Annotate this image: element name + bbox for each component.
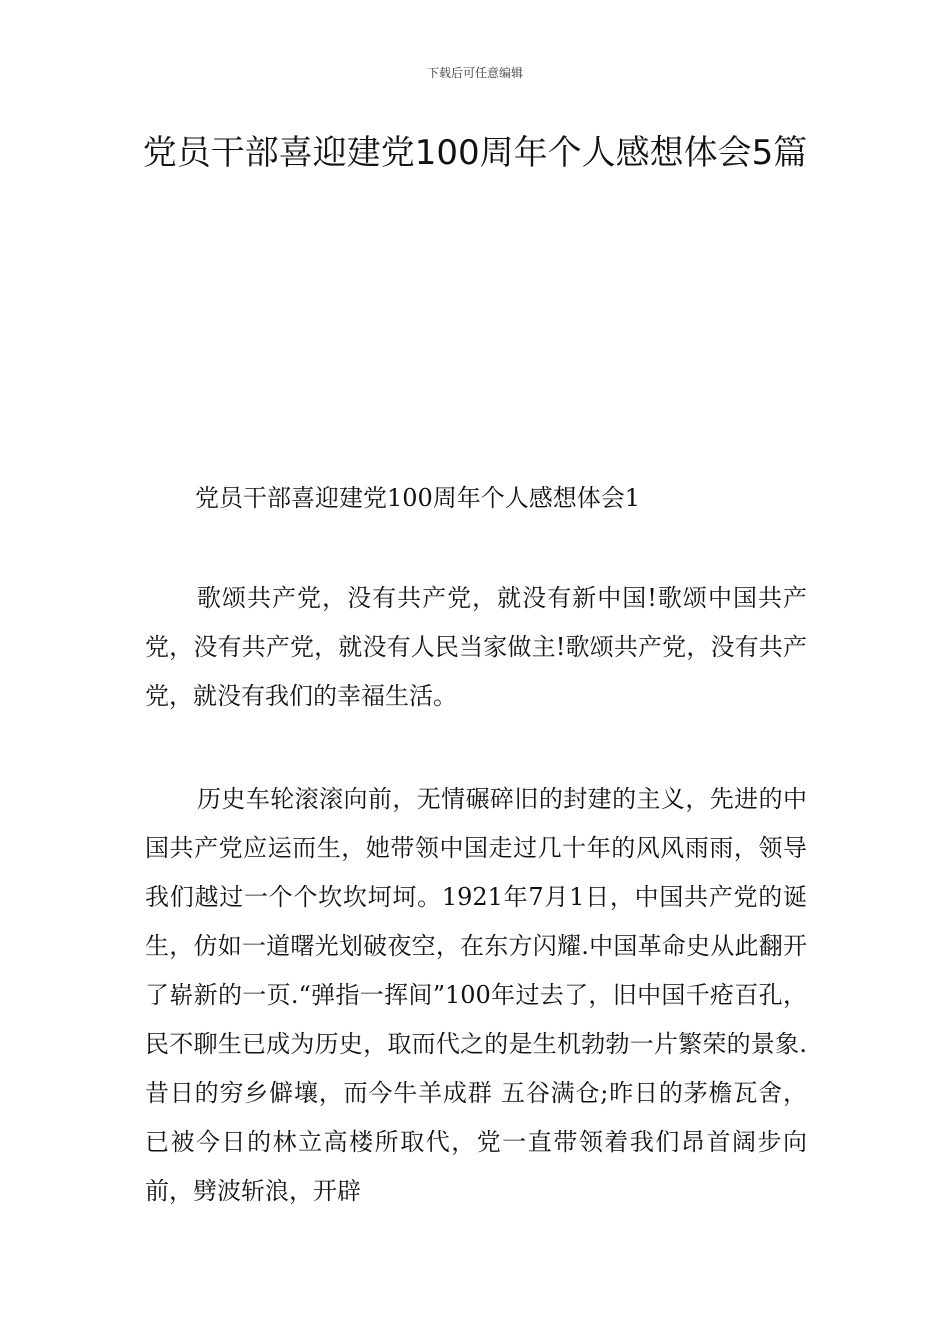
header-note: 下载后可任意编辑 xyxy=(426,66,523,80)
paragraph-1: 歌颂共产党，没有共产党，就没有新中国!歌颂中国共产党，没有共产党，就没有人民当家做主!歌颂共产党，没有共产党，就没有我们的幸福生活。 xyxy=(145,584,807,710)
document-title: 党员干部喜迎建党100周年个人感想体会5篇 xyxy=(142,133,808,173)
section-title: 党员干部喜迎建党100周年个人感想体会1 xyxy=(195,484,641,512)
paragraph-2: 历史车轮滚滚向前，无情碾碎旧的封建的主义，先进的中国共产党应运而生，她带领中国走过几十年的风风雨雨，领导我们越过一个个坎坎坷坷。1921年7月1日，中国共产党的诞生，仿如一道曙光划破夜空，在东方闪耀.中国革命史从此翻开了崭新的一页.“弹指一挥间”100年过去了，旧中国千疮百孔，民不聊生已成为历史，取而代之的是生机勃勃一片繁荣的景象.昔日的穷乡僻壤，而今牛羊成群 五谷满仓;昨日的茅檐瓦舍，已被今日的林立高楼所取代，党一直带领着我们昂首阔步向前，劈波斩浪，开辟 xyxy=(145,785,807,1205)
